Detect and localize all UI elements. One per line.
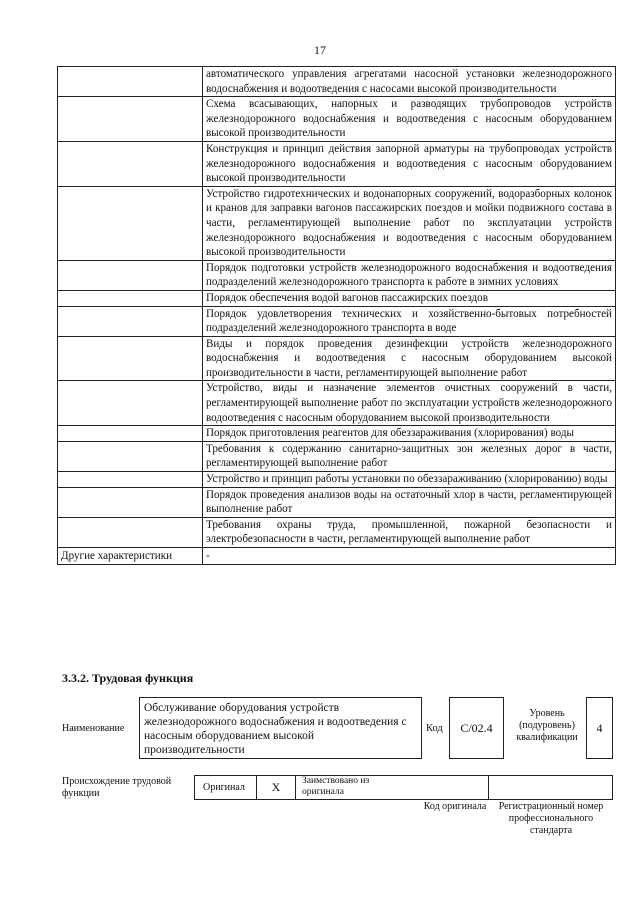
knowledge-item: Порядок подготовки устройств железнодорожного водоснабжения и водоотведения подразделений железнодорожного транспорта к работе в зимних условиях — [203, 260, 616, 290]
table-row — [58, 381, 616, 426]
other-characteristics-row — [58, 548, 616, 565]
knowledge-item: Порядок удовлетворения технических и хозяйственно-бытовых потребностей подразделений железнодорожного транспорта в воде — [203, 306, 616, 336]
knowledge-item: Порядок приготовления реагентов для обеззараживания (хлорирования) воды — [203, 426, 616, 442]
origin-label: Происхождение трудовой функции — [62, 776, 172, 799]
knowledge-item: Устройство гидротехнических и водонапорных сооружений, водоразборных колонок и кранов для заправки вагонов пассажирских поездов и мойки подвижного состава в части, регламентирующей выполнение работ по эксплуатации устройств железнодорожного водоснабжения и водоотведения с насосным оборудованием высокой производительности — [203, 186, 616, 260]
knowledge-item: Порядок обеспечения водой вагонов пассажирских поездов — [203, 290, 616, 306]
other-characteristics-label: Другие характеристики — [58, 548, 203, 565]
row-label-cell — [58, 260, 203, 290]
row-label-cell — [58, 306, 203, 336]
row-label-cell — [58, 336, 203, 381]
table-row — [58, 426, 616, 442]
table-row — [58, 290, 616, 306]
knowledge-item: Устройство и принцип работы установки по обеззараживанию (хлорированию) воды — [203, 472, 616, 488]
original-label: Оригинал — [203, 782, 245, 793]
row-label-cell — [58, 426, 203, 442]
row-label-cell — [58, 67, 203, 97]
original-cell — [194, 775, 257, 800]
borrowed-label: Заимствовано из оригинала — [302, 776, 370, 797]
table-row — [58, 141, 616, 186]
row-label-cell — [58, 97, 203, 142]
row-label-cell — [58, 141, 203, 186]
row-label-cell — [58, 487, 203, 517]
section-title: 3.3.2. Трудовая функция — [62, 671, 194, 685]
knowledge-item: Устройство, виды и назначение элементов очистных сооружений в части, регламентирующей выполнение работ по эксплуатации устройств железнодорожного водоотведения с насосным оборудованием высокой производительности — [203, 381, 616, 426]
knowledge-table — [57, 66, 616, 565]
other-characteristics-value: - — [203, 548, 616, 565]
table-row — [58, 67, 616, 97]
code-original-caption: Код оригинала — [423, 801, 487, 812]
reg-number-cell — [488, 775, 613, 800]
table-row — [58, 472, 616, 488]
function-code-box: С/02.4 — [449, 697, 504, 759]
knowledge-item: Конструкция и принцип действия запорной арматуры на трубопроводах устройств железнодорожного водоснабжения и водоотведения с насосным оборудованием высокой производительности — [203, 141, 616, 186]
level-label: Уровень (подуровень) квалификации — [516, 708, 578, 743]
knowledge-item: Требования охраны труда, промышленной, пожарной безопасности и электробезопасности в части, регламентирующей выполнение работ — [203, 517, 616, 547]
knowledge-item: Требования к содержанию санитарно-защитных зон железных дорог в части, регламентирующей выполнение работ — [203, 441, 616, 471]
table-row — [58, 441, 616, 471]
table-row — [58, 306, 616, 336]
row-label-cell — [58, 472, 203, 488]
row-label-cell — [58, 517, 203, 547]
name-label: Наименование — [62, 723, 125, 734]
page-number: 17 — [314, 43, 326, 57]
row-label-cell — [58, 381, 203, 426]
reg-number-caption: Регистрационный номер профессионального стандарта — [498, 801, 604, 836]
table-row — [58, 487, 616, 517]
knowledge-item: автоматического управления агрегатами насосной установки железнодорожного водоснабжения и водоотведения с насосами высокой производительности — [203, 67, 616, 97]
table-row — [58, 517, 616, 547]
table-row — [58, 186, 616, 260]
knowledge-item: Схема всасывающих, напорных и разводящих трубопроводов устройств железнодорожного водоснабжения и водоотведения с насосным оборудованием высокой производительности — [203, 97, 616, 142]
row-label-cell — [58, 290, 203, 306]
row-label-cell — [58, 441, 203, 471]
knowledge-item: Порядок проведения анализов воды на остаточный хлор в части, регламентирующей выполнение работ — [203, 487, 616, 517]
function-name-box: Обслуживание оборудования устройств железнодорожного водоснабжения и водоотведения с насосным оборудованием высокой производительности — [139, 697, 422, 759]
row-label-cell — [58, 186, 203, 260]
origin-row — [194, 775, 613, 800]
knowledge-item: Виды и порядок проведения дезинфекции устройств железнодорожного водоснабжения и водоотведения с насосным оборудованием высокой производительности в части, регламентирующей выполнение работ — [203, 336, 616, 381]
borrowed-cell — [295, 775, 489, 800]
table-row — [58, 97, 616, 142]
table-row — [58, 260, 616, 290]
code-label: Код — [426, 723, 443, 734]
level-box: 4 — [586, 697, 613, 759]
original-mark: X — [256, 775, 296, 800]
table-row — [58, 336, 616, 381]
